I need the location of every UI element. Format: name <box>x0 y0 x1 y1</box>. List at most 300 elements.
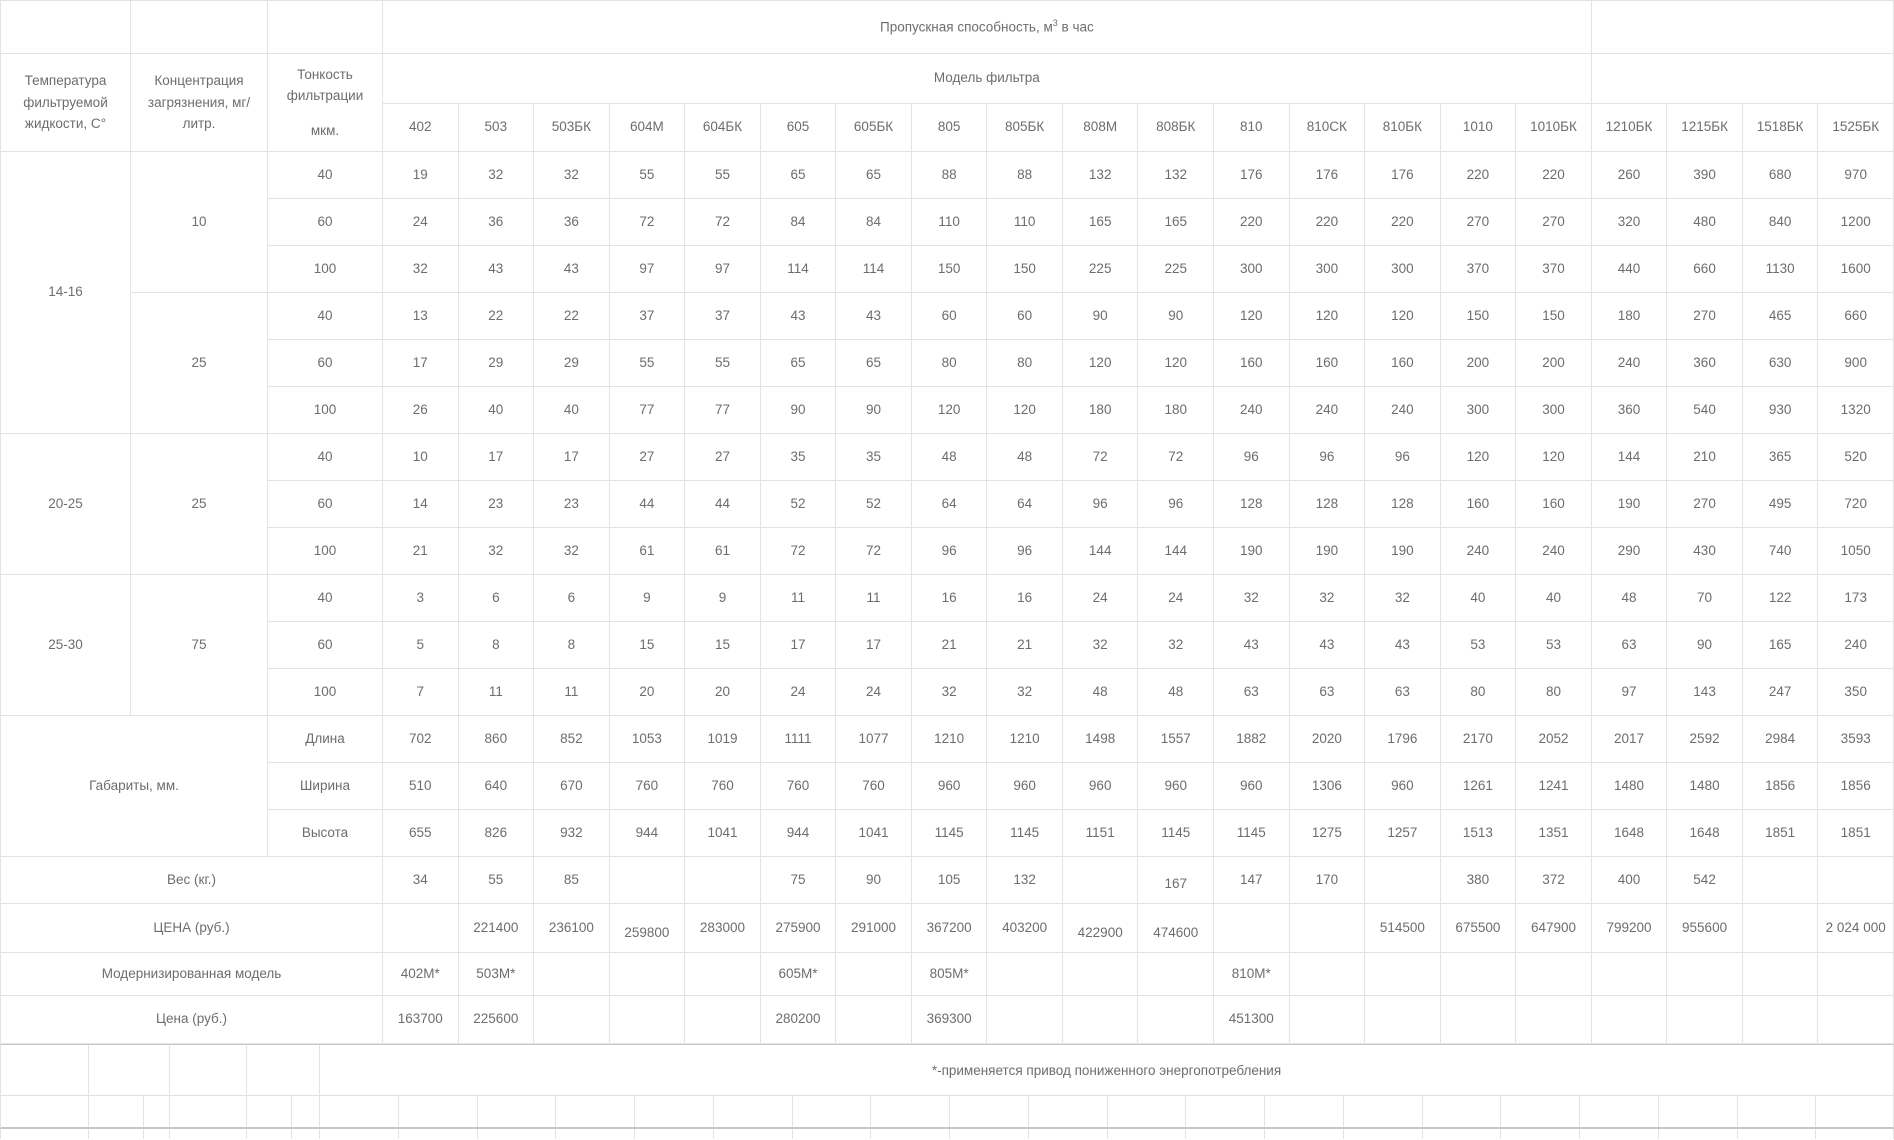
throughput-value-cell: 120 <box>1289 293 1365 340</box>
throughput-value-cell: 300 <box>1440 387 1516 434</box>
micron-cell: 100 <box>268 528 383 575</box>
throughput-value-cell: 220 <box>1516 152 1592 199</box>
throughput-value-cell: 240 <box>1289 387 1365 434</box>
dimension-value-cell: 1041 <box>685 810 761 857</box>
throughput-value-cell: 160 <box>1365 340 1441 387</box>
throughput-value-cell: 15 <box>685 622 761 669</box>
throughput-value-cell: 5 <box>383 622 459 669</box>
micron-cell: 40 <box>268 434 383 481</box>
throughput-value-cell: 23 <box>458 481 534 528</box>
throughput-value-cell: 6 <box>534 575 610 622</box>
throughput-value-cell: 43 <box>1365 622 1441 669</box>
throughput-value-cell: 240 <box>1591 340 1667 387</box>
throughput-value-cell: 65 <box>836 152 912 199</box>
corner-cell-right <box>1591 1 1893 54</box>
empty-grid-cell <box>1186 1129 1265 1139</box>
throughput-value-cell: 143 <box>1667 669 1743 716</box>
weight-value-cell: 400 <box>1591 857 1667 904</box>
corner-cell-right <box>1591 54 1893 104</box>
throughput-value-cell: 32 <box>534 528 610 575</box>
throughput-value-cell: 132 <box>1138 152 1214 199</box>
dimension-value-cell: 960 <box>911 763 987 810</box>
throughput-value-cell: 160 <box>1214 340 1290 387</box>
throughput-value-cell: 300 <box>1289 246 1365 293</box>
price-value-cell: 955600 <box>1667 904 1743 953</box>
empty-grid-cell <box>714 1129 793 1139</box>
throughput-value-cell: 120 <box>911 387 987 434</box>
throughput-value-cell: 840 <box>1742 199 1818 246</box>
dimension-value-cell: 1856 <box>1742 763 1818 810</box>
modern-price-value-cell <box>1062 996 1138 1044</box>
model-col-1215БК: 1215БК <box>1667 104 1743 152</box>
throughput-value-cell: 900 <box>1818 340 1894 387</box>
empty-grid-cell <box>89 1129 144 1139</box>
weight-value-cell: 85 <box>534 857 610 904</box>
weight-value-cell: 147 <box>1214 857 1290 904</box>
throughput-value-cell: 120 <box>1440 434 1516 481</box>
modernized-model-cell: 805М* <box>911 953 987 996</box>
modernized-model-cell <box>1289 953 1365 996</box>
throughput-value-cell: 970 <box>1818 152 1894 199</box>
dimension-value-cell: 960 <box>1138 763 1214 810</box>
empty-grid-cell <box>1108 1129 1187 1139</box>
model-col-402: 402 <box>383 104 459 152</box>
dimension-value-cell: 2052 <box>1516 716 1592 763</box>
throughput-value-cell: 300 <box>1516 387 1592 434</box>
empty-grid-cell <box>1344 1096 1423 1127</box>
throughput-value-cell: 65 <box>760 152 836 199</box>
micron-cell: 60 <box>268 199 383 246</box>
empty-grid-cell <box>1501 1129 1580 1139</box>
modernized-model-cell <box>987 953 1063 996</box>
throughput-value-cell: 53 <box>1440 622 1516 669</box>
empty-grid-cell <box>292 1096 320 1127</box>
throughput-value-cell: 61 <box>685 528 761 575</box>
grid-artifact-row <box>0 1129 1894 1139</box>
empty-grid-cell <box>247 1129 292 1139</box>
dimension-value-cell: 1241 <box>1516 763 1592 810</box>
dimension-value-cell: 960 <box>1062 763 1138 810</box>
empty-grid-cell <box>1738 1096 1817 1127</box>
weight-value-cell: 75 <box>760 857 836 904</box>
modernized-model-label: Модернизированная модель <box>1 953 383 996</box>
throughput-value-cell: 220 <box>1214 199 1290 246</box>
price-value-cell: 403200 <box>987 904 1063 953</box>
modernized-model-cell: 810М* <box>1214 953 1290 996</box>
throughput-value-cell: 48 <box>987 434 1063 481</box>
empty-grid-cell <box>1580 1096 1659 1127</box>
price-value-cell: 2 024 000 <box>1818 904 1894 953</box>
throughput-value-cell: 120 <box>1516 434 1592 481</box>
dimension-value-cell: 1648 <box>1667 810 1743 857</box>
empty-grid-cell <box>635 1096 714 1127</box>
temperature-group-cell: 14-16 <box>1 152 131 434</box>
throughput-value-cell: 55 <box>685 152 761 199</box>
throughput-value-cell: 300 <box>1365 246 1441 293</box>
throughput-value-cell: 37 <box>685 293 761 340</box>
weight-label: Вес (кг.) <box>1 857 383 904</box>
throughput-value-cell: 72 <box>836 528 912 575</box>
weight-value-cell: 170 <box>1289 857 1365 904</box>
throughput-value-cell: 37 <box>609 293 685 340</box>
micron-cell: 60 <box>268 622 383 669</box>
throughput-value-cell: 430 <box>1667 528 1743 575</box>
weight-value-cell <box>609 857 685 904</box>
modern-price-value-cell: 225600 <box>458 996 534 1044</box>
price-value-cell <box>1214 904 1290 953</box>
throughput-value-cell: 90 <box>1138 293 1214 340</box>
throughput-value-cell: 150 <box>911 246 987 293</box>
dimension-value-cell: 1498 <box>1062 716 1138 763</box>
throughput-value-cell: 32 <box>987 669 1063 716</box>
throughput-value-cell: 440 <box>1591 246 1667 293</box>
modernized-model-cell <box>836 953 912 996</box>
throughput-value-cell: 43 <box>1289 622 1365 669</box>
empty-grid-cell <box>556 1096 635 1127</box>
throughput-value-cell: 720 <box>1818 481 1894 528</box>
throughput-value-cell: 96 <box>1289 434 1365 481</box>
throughput-value-cell: 14 <box>383 481 459 528</box>
throughput-value-cell: 96 <box>911 528 987 575</box>
dimension-value-cell: 960 <box>1365 763 1441 810</box>
weight-value-cell: 167 <box>1138 857 1214 904</box>
throughput-value-cell: 19 <box>383 152 459 199</box>
throughput-value-cell: 220 <box>1289 199 1365 246</box>
weight-value-cell: 90 <box>836 857 912 904</box>
empty-grid-cell <box>1816 1096 1894 1127</box>
grid-artifact-row <box>0 1096 1894 1129</box>
modernized-model-cell: 605М* <box>760 953 836 996</box>
empty-grid-cell <box>1 1129 89 1139</box>
dimension-value-cell: 640 <box>458 763 534 810</box>
throughput-value-cell: 17 <box>534 434 610 481</box>
dimension-value-cell: 1557 <box>1138 716 1214 763</box>
modern-price-value-cell <box>609 996 685 1044</box>
throughput-value-cell: 53 <box>1516 622 1592 669</box>
price-value-cell: 236100 <box>534 904 610 953</box>
throughput-value-cell: 114 <box>836 246 912 293</box>
throughput-value-cell: 72 <box>609 199 685 246</box>
dimension-value-cell: 1210 <box>911 716 987 763</box>
model-col-1525БК: 1525БК <box>1818 104 1894 152</box>
empty-grid-cell <box>950 1096 1029 1127</box>
throughput-value-cell: 290 <box>1591 528 1667 575</box>
concentration-cell: 10 <box>131 152 268 293</box>
dimension-value-cell: 932 <box>534 810 610 857</box>
throughput-value-cell: 260 <box>1591 152 1667 199</box>
throughput-value-cell: 48 <box>1138 669 1214 716</box>
model-col-810БК: 810БК <box>1365 104 1441 152</box>
price-value-cell <box>383 904 459 953</box>
throughput-value-cell: 120 <box>1214 293 1290 340</box>
throughput-value-cell: 11 <box>458 669 534 716</box>
modernized-model-cell <box>609 953 685 996</box>
model-col-604М: 604М <box>609 104 685 152</box>
dimension-value-cell: 1882 <box>1214 716 1290 763</box>
throughput-value-cell: 165 <box>1062 199 1138 246</box>
dimension-value-cell: 1111 <box>760 716 836 763</box>
dimension-value-cell: 2020 <box>1289 716 1365 763</box>
throughput-value-cell: 160 <box>1516 481 1592 528</box>
throughput-value-cell: 43 <box>458 246 534 293</box>
empty-grid-cell <box>144 1096 170 1127</box>
throughput-value-cell: 465 <box>1742 293 1818 340</box>
throughput-value-cell: 80 <box>911 340 987 387</box>
modernized-model-cell <box>534 953 610 996</box>
price-label: ЦЕНА (руб.) <box>1 904 383 953</box>
throughput-value-cell: 240 <box>1818 622 1894 669</box>
model-filter-header: Модель фильтра <box>383 54 1592 104</box>
dimension-value-cell: 2984 <box>1742 716 1818 763</box>
throughput-value-cell: 40 <box>1516 575 1592 622</box>
throughput-value-cell: 96 <box>1365 434 1441 481</box>
throughput-value-cell: 1130 <box>1742 246 1818 293</box>
throughput-value-cell: 36 <box>458 199 534 246</box>
throughput-value-cell: 27 <box>685 434 761 481</box>
throughput-value-cell: 64 <box>987 481 1063 528</box>
throughput-value-cell: 43 <box>1214 622 1290 669</box>
throughput-value-cell: 97 <box>1591 669 1667 716</box>
throughput-value-cell: 29 <box>458 340 534 387</box>
throughput-value-cell: 55 <box>609 152 685 199</box>
throughput-value-cell: 97 <box>685 246 761 293</box>
throughput-value-cell: 247 <box>1742 669 1818 716</box>
dimension-value-cell: 1480 <box>1591 763 1667 810</box>
throughput-value-cell: 120 <box>1062 340 1138 387</box>
throughput-value-cell: 122 <box>1742 575 1818 622</box>
empty-grid-cell <box>1029 1129 1108 1139</box>
modern-price-value-cell: 280200 <box>760 996 836 1044</box>
throughput-title <box>383 1 1592 54</box>
modern-price-value-cell <box>987 996 1063 1044</box>
throughput-value-cell: 17 <box>458 434 534 481</box>
throughput-value-cell: 120 <box>1365 293 1441 340</box>
throughput-value-cell: 150 <box>1440 293 1516 340</box>
weight-value-cell: 132 <box>987 857 1063 904</box>
throughput-value-cell: 210 <box>1667 434 1743 481</box>
throughput-value-cell: 9 <box>685 575 761 622</box>
modernized-model-cell <box>1138 953 1214 996</box>
throughput-value-cell: 128 <box>1365 481 1441 528</box>
dimension-value-cell: 1077 <box>836 716 912 763</box>
throughput-value-cell: 370 <box>1516 246 1592 293</box>
throughput-value-cell: 48 <box>911 434 987 481</box>
empty-grid-cell <box>1265 1096 1344 1127</box>
throughput-value-cell: 96 <box>1062 481 1138 528</box>
dimension-name-cell: Ширина <box>268 763 383 810</box>
empty-grid-cell <box>556 1129 635 1139</box>
throughput-value-cell: 160 <box>1440 481 1516 528</box>
empty-grid-cell <box>793 1096 872 1127</box>
throughput-value-cell: 190 <box>1365 528 1441 575</box>
throughput-value-cell: 32 <box>534 152 610 199</box>
model-col-1010: 1010 <box>1440 104 1516 152</box>
weight-value-cell: 372 <box>1516 857 1592 904</box>
throughput-value-cell: 64 <box>911 481 987 528</box>
throughput-value-cell: 17 <box>760 622 836 669</box>
modern-price-value-cell <box>1138 996 1214 1044</box>
throughput-value-cell: 63 <box>1214 669 1290 716</box>
throughput-value-cell: 63 <box>1591 622 1667 669</box>
throughput-value-cell: 97 <box>609 246 685 293</box>
throughput-value-cell: 176 <box>1214 152 1290 199</box>
dimension-value-cell: 1041 <box>836 810 912 857</box>
throughput-value-cell: 180 <box>1062 387 1138 434</box>
model-col-808БК: 808БК <box>1138 104 1214 152</box>
throughput-value-cell: 495 <box>1742 481 1818 528</box>
dimension-value-cell: 944 <box>760 810 836 857</box>
throughput-value-cell: 17 <box>836 622 912 669</box>
price-value-cell <box>1289 904 1365 953</box>
throughput-value-cell: 160 <box>1289 340 1365 387</box>
weight-value-cell <box>1818 857 1894 904</box>
throughput-value-cell: 77 <box>609 387 685 434</box>
dimension-value-cell: 1513 <box>1440 810 1516 857</box>
throughput-value-cell: 630 <box>1742 340 1818 387</box>
micron-cell: 100 <box>268 246 383 293</box>
dimension-value-cell: 1151 <box>1062 810 1138 857</box>
throughput-value-cell: 24 <box>836 669 912 716</box>
footnote-text: *-применяется привод пониженного энергопотребления <box>931 1062 1282 1078</box>
dimension-name-cell: Длина <box>268 716 383 763</box>
temperature-group-cell: 25-30 <box>1 575 131 716</box>
throughput-value-cell: 1200 <box>1818 199 1894 246</box>
empty-grid-cell <box>1265 1129 1344 1139</box>
model-col-810СК: 810СК <box>1289 104 1365 152</box>
dimension-value-cell: 2017 <box>1591 716 1667 763</box>
dimension-value-cell: 2170 <box>1440 716 1516 763</box>
fineness-header-line: мкм. <box>310 122 340 138</box>
throughput-value-cell: 360 <box>1667 340 1743 387</box>
throughput-value-cell: 72 <box>1138 434 1214 481</box>
price-value-cell: 799200 <box>1591 904 1667 953</box>
modern-price-value-cell <box>1818 996 1894 1044</box>
dimension-value-cell: 760 <box>836 763 912 810</box>
throughput-value-cell: 3 <box>383 575 459 622</box>
modernized-model-cell <box>1667 953 1743 996</box>
empty-grid-cell <box>320 1129 399 1139</box>
price-value-cell: 259800 <box>609 904 685 953</box>
empty-grid-cell <box>714 1096 793 1127</box>
empty-grid-cell <box>1501 1096 1580 1127</box>
modernized-model-cell: 503М* <box>458 953 534 996</box>
throughput-value-cell: 9 <box>609 575 685 622</box>
model-col-805БК: 805БК <box>987 104 1063 152</box>
throughput-value-cell: 21 <box>911 622 987 669</box>
dimension-value-cell: 3593 <box>1818 716 1894 763</box>
dimension-value-cell: 670 <box>534 763 610 810</box>
throughput-value-cell: 72 <box>760 528 836 575</box>
modern-price-value-cell <box>1365 996 1441 1044</box>
throughput-value-cell: 15 <box>609 622 685 669</box>
throughput-value-cell: 20 <box>609 669 685 716</box>
throughput-value-cell: 144 <box>1591 434 1667 481</box>
throughput-value-cell: 52 <box>836 481 912 528</box>
throughput-value-cell: 80 <box>1516 669 1592 716</box>
throughput-value-cell: 70 <box>1667 575 1743 622</box>
throughput-value-cell: 240 <box>1365 387 1441 434</box>
throughput-value-cell: 8 <box>458 622 534 669</box>
weight-value-cell <box>1742 857 1818 904</box>
throughput-value-cell: 44 <box>685 481 761 528</box>
dimension-value-cell: 760 <box>760 763 836 810</box>
weight-value-cell: 34 <box>383 857 459 904</box>
throughput-value-cell: 80 <box>1440 669 1516 716</box>
throughput-value-cell: 240 <box>1440 528 1516 575</box>
modern-price-value-cell: 369300 <box>911 996 987 1044</box>
model-col-604БК: 604БК <box>685 104 761 152</box>
price-value-cell: 647900 <box>1516 904 1592 953</box>
empty-grid-cell <box>1659 1096 1738 1127</box>
empty-grid-cell <box>170 1045 247 1095</box>
micron-cell: 60 <box>268 340 383 387</box>
throughput-value-cell: 740 <box>1742 528 1818 575</box>
throughput-value-cell: 390 <box>1667 152 1743 199</box>
throughput-value-cell: 77 <box>685 387 761 434</box>
throughput-value-cell: 165 <box>1138 199 1214 246</box>
empty-grid-cell <box>247 1096 292 1127</box>
dimension-value-cell: 860 <box>458 716 534 763</box>
modernized-model-cell: 402М* <box>383 953 459 996</box>
throughput-value-cell: 370 <box>1440 246 1516 293</box>
throughput-value-cell: 360 <box>1591 387 1667 434</box>
modernized-model-cell <box>1742 953 1818 996</box>
empty-grid-cell <box>399 1096 478 1127</box>
throughput-value-cell: 22 <box>534 293 610 340</box>
empty-grid-cell <box>1423 1129 1502 1139</box>
model-col-605БК: 605БК <box>836 104 912 152</box>
throughput-value-cell: 120 <box>1138 340 1214 387</box>
price-value-cell: 474600 <box>1138 904 1214 953</box>
empty-grid-cell <box>1738 1129 1817 1139</box>
modernized-model-cell <box>1818 953 1894 996</box>
concentration-cell: 25 <box>131 434 268 575</box>
throughput-value-cell: 6 <box>458 575 534 622</box>
throughput-value-cell: 1600 <box>1818 246 1894 293</box>
throughput-value-cell: 84 <box>836 199 912 246</box>
dimension-value-cell: 1275 <box>1289 810 1365 857</box>
throughput-value-cell: 40 <box>458 387 534 434</box>
dimension-value-cell: 655 <box>383 810 459 857</box>
throughput-value-cell: 96 <box>987 528 1063 575</box>
weight-value-cell: 55 <box>458 857 534 904</box>
modern-price-value-cell <box>1516 996 1592 1044</box>
throughput-value-cell: 176 <box>1365 152 1441 199</box>
throughput-value-cell: 48 <box>1591 575 1667 622</box>
throughput-value-cell: 43 <box>836 293 912 340</box>
fineness-header-line: Тонкость фильтрации <box>286 66 364 104</box>
throughput-value-cell: 52 <box>760 481 836 528</box>
micron-cell: 60 <box>268 481 383 528</box>
throughput-value-cell: 176 <box>1289 152 1365 199</box>
modern-price-value-cell <box>534 996 610 1044</box>
throughput-value-cell: 520 <box>1818 434 1894 481</box>
modern-price-label: Цена (руб.) <box>1 996 383 1044</box>
dimension-value-cell: 1351 <box>1516 810 1592 857</box>
dimension-value-cell: 826 <box>458 810 534 857</box>
corner-cell <box>1 1 131 54</box>
throughput-value-cell: 29 <box>534 340 610 387</box>
throughput-value-cell: 84 <box>760 199 836 246</box>
throughput-value-cell: 16 <box>987 575 1063 622</box>
modern-price-value-cell <box>1667 996 1743 1044</box>
empty-grid-cell <box>871 1096 950 1127</box>
empty-grid-cell <box>1580 1129 1659 1139</box>
throughput-value-cell: 240 <box>1516 528 1592 575</box>
price-value-cell: 675500 <box>1440 904 1516 953</box>
throughput-title-part: в час <box>1057 19 1094 35</box>
dimension-value-cell: 1257 <box>1365 810 1441 857</box>
